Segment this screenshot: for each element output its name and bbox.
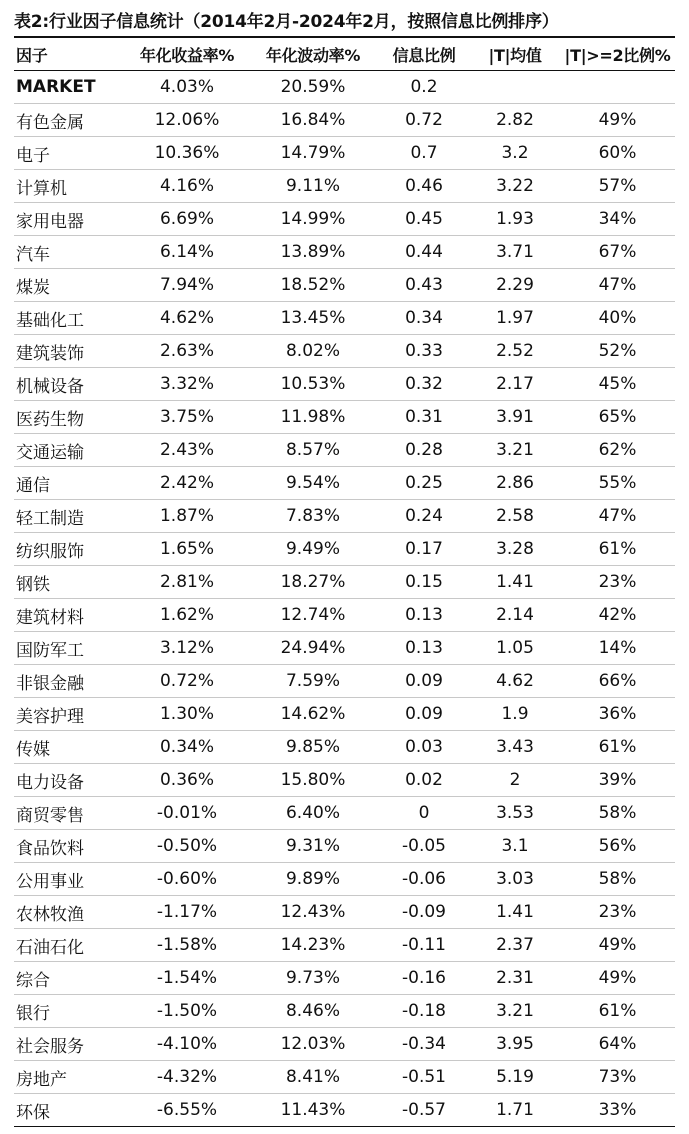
factor-name-cell: 医药生物 [14,401,126,434]
information-ratio-cell: 0.72 [378,104,470,137]
information-ratio-cell: 0.2 [378,71,470,104]
table-row [14,1028,675,1061]
table-row [14,236,675,269]
t-ge-2-ratio-cell: 65% [560,401,675,434]
annual-volatility-cell: 13.89% [248,236,378,269]
t-ge-2-ratio-cell: 49% [560,929,675,962]
factor-name-cell: 有色金属 [14,104,126,137]
factor-name-cell: 非银金融 [14,665,126,698]
factor-name-cell: 钢铁 [14,566,126,599]
factor-name-cell: 环保 [14,1094,126,1127]
table-row [14,1061,675,1094]
factor-name-cell: 美容护理 [14,698,126,731]
information-ratio-cell: 0.17 [378,533,470,566]
annual-volatility-cell: 9.31% [248,830,378,863]
table-row [14,962,675,995]
t-mean-cell: 2.29 [470,269,560,302]
t-mean-cell: 2.58 [470,500,560,533]
annual-return-cell: -0.50% [126,830,248,863]
t-ge-2-ratio-cell: 61% [560,995,675,1028]
annual-volatility-cell: 9.89% [248,863,378,896]
t-ge-2-ratio-cell: 47% [560,269,675,302]
annual-volatility-cell: 15.80% [248,764,378,797]
information-ratio-cell: 0.32 [378,368,470,401]
information-ratio-cell: -0.06 [378,863,470,896]
table-row [14,401,675,434]
annual-return-cell: -1.17% [126,896,248,929]
t-ge-2-ratio-cell: 64% [560,1028,675,1061]
information-ratio-cell: -0.18 [378,995,470,1028]
t-mean-cell: 3.03 [470,863,560,896]
annual-return-cell: 1.30% [126,698,248,731]
annual-return-cell: 2.43% [126,434,248,467]
information-ratio-cell: -0.34 [378,1028,470,1061]
t-ge-2-ratio-cell: 49% [560,962,675,995]
factor-name-cell: 银行 [14,995,126,1028]
factor-name-cell: 公用事业 [14,863,126,896]
factor-name-cell: 综合 [14,962,126,995]
t-mean-cell: 5.19 [470,1061,560,1094]
t-mean-cell: 3.71 [470,236,560,269]
table-row [14,335,675,368]
annual-return-cell: -0.01% [126,797,248,830]
table-row [14,995,675,1028]
factor-name-cell: 电力设备 [14,764,126,797]
factor-name-cell: 家用电器 [14,203,126,236]
annual-volatility-cell: 14.79% [248,137,378,170]
t-mean-cell: 3.28 [470,533,560,566]
factor-name-cell: 机械设备 [14,368,126,401]
table-row [14,203,675,236]
t-ge-2-ratio-cell: 49% [560,104,675,137]
t-ge-2-ratio-cell: 52% [560,335,675,368]
table-row [14,170,675,203]
t-mean-cell: 2.52 [470,335,560,368]
annual-return-cell: 0.72% [126,665,248,698]
table-row [14,533,675,566]
table-row [14,731,675,764]
annual-return-cell: 4.16% [126,170,248,203]
t-mean-cell: 3.95 [470,1028,560,1061]
t-ge-2-ratio-cell: 67% [560,236,675,269]
information-ratio-cell: 0.31 [378,401,470,434]
annual-return-cell: 3.75% [126,401,248,434]
t-mean-cell: 1.41 [470,896,560,929]
t-ge-2-ratio-cell: 66% [560,665,675,698]
annual-return-cell: 3.12% [126,632,248,665]
table-row [14,863,675,896]
table-row [14,830,675,863]
t-mean-cell: 3.21 [470,434,560,467]
factor-name-cell: 农林牧渔 [14,896,126,929]
annual-volatility-cell: 13.45% [248,302,378,335]
annual-volatility-cell: 9.85% [248,731,378,764]
annual-return-cell: 7.94% [126,269,248,302]
t-ge-2-ratio-cell: 58% [560,863,675,896]
annual-volatility-cell: 12.03% [248,1028,378,1061]
annual-volatility-cell: 14.23% [248,929,378,962]
annual-return-cell: 2.63% [126,335,248,368]
table-row [14,797,675,830]
t-ge-2-ratio-cell: 55% [560,467,675,500]
annual-volatility-cell: 18.52% [248,269,378,302]
annual-volatility-cell: 9.49% [248,533,378,566]
table-row [14,599,675,632]
factor-name-cell: 商贸零售 [14,797,126,830]
t-ge-2-ratio-cell: 14% [560,632,675,665]
annual-return-cell: 1.87% [126,500,248,533]
t-mean-cell: 2.17 [470,368,560,401]
factor-name-cell: 房地产 [14,1061,126,1094]
annual-return-cell: 3.32% [126,368,248,401]
t-ge-2-ratio-cell: 62% [560,434,675,467]
table-row [14,632,675,665]
factor-name-cell: 基础化工 [14,302,126,335]
t-ge-2-ratio-cell: 45% [560,368,675,401]
t-mean-cell: 3.22 [470,170,560,203]
t-mean-cell: 1.71 [470,1094,560,1127]
t-mean-cell: 1.05 [470,632,560,665]
information-ratio-cell: 0.24 [378,500,470,533]
annual-return-cell: -1.54% [126,962,248,995]
information-ratio-cell: 0.15 [378,566,470,599]
information-ratio-cell: 0.33 [378,335,470,368]
t-mean-cell: 2.31 [470,962,560,995]
table-row [14,896,675,929]
annual-return-cell: 1.65% [126,533,248,566]
t-ge-2-ratio-cell: 47% [560,500,675,533]
t-ge-2-ratio-cell: 42% [560,599,675,632]
table-row [14,1094,675,1127]
t-ge-2-ratio-cell: 57% [560,170,675,203]
annual-volatility-cell: 7.59% [248,665,378,698]
factor-name-cell: 煤炭 [14,269,126,302]
information-ratio-cell: 0.25 [378,467,470,500]
factor-name-cell: 食品饮料 [14,830,126,863]
table-row [14,137,675,170]
annual-return-cell: -4.32% [126,1061,248,1094]
table-row [14,269,675,302]
header-t-ge-2-ratio: |T|>=2比例% [560,37,675,71]
annual-volatility-cell: 10.53% [248,368,378,401]
factor-name-cell: 交通运输 [14,434,126,467]
t-mean-cell: 4.62 [470,665,560,698]
information-ratio-cell: 0.09 [378,698,470,731]
factor-name-cell: 纺织服饰 [14,533,126,566]
factor-name-cell: 电子 [14,137,126,170]
annual-return-cell: -1.50% [126,995,248,1028]
t-mean-cell: 2.14 [470,599,560,632]
t-ge-2-ratio-cell: 23% [560,896,675,929]
table-row [14,665,675,698]
t-mean-cell [470,71,560,104]
table-row [14,71,675,104]
factor-name-cell: 建筑装饰 [14,335,126,368]
t-ge-2-ratio-cell [560,71,675,104]
information-ratio-cell: -0.11 [378,929,470,962]
annual-return-cell: 2.42% [126,467,248,500]
header-row [14,37,675,71]
t-ge-2-ratio-cell: 56% [560,830,675,863]
information-ratio-cell: 0.45 [378,203,470,236]
table-row [14,467,675,500]
table-title: 表2:行业因子信息统计（2014年2月-2024年2月，按照信息比例排序） [14,12,559,32]
information-ratio-cell: 0.13 [378,599,470,632]
table-body [14,71,675,1127]
annual-volatility-cell: 16.84% [248,104,378,137]
information-ratio-cell: 0.46 [378,170,470,203]
table-row [14,302,675,335]
information-ratio-cell: -0.16 [378,962,470,995]
annual-return-cell: 6.69% [126,203,248,236]
annual-return-cell: 4.62% [126,302,248,335]
header-t-mean: |T|均值 [470,37,560,71]
annual-return-cell: 10.36% [126,137,248,170]
information-ratio-cell: 0.44 [378,236,470,269]
information-ratio-cell: -0.57 [378,1094,470,1127]
table-row [14,500,675,533]
t-mean-cell: 3.43 [470,731,560,764]
annual-volatility-cell: 11.43% [248,1094,378,1127]
annual-return-cell: 2.81% [126,566,248,599]
t-mean-cell: 3.21 [470,995,560,1028]
annual-volatility-cell: 9.54% [248,467,378,500]
factor-name-cell: MARKET [14,71,126,104]
annual-return-cell: 6.14% [126,236,248,269]
information-ratio-cell: 0.02 [378,764,470,797]
table-row [14,764,675,797]
header-annual-return: 年化收益率% [126,37,248,71]
annual-volatility-cell: 9.11% [248,170,378,203]
information-ratio-cell: -0.09 [378,896,470,929]
annual-volatility-cell: 8.41% [248,1061,378,1094]
t-mean-cell: 3.1 [470,830,560,863]
annual-volatility-cell: 12.74% [248,599,378,632]
t-ge-2-ratio-cell: 39% [560,764,675,797]
t-ge-2-ratio-cell: 34% [560,203,675,236]
annual-return-cell: 12.06% [126,104,248,137]
table-row [14,566,675,599]
header-factor: 因子 [14,37,126,71]
annual-volatility-cell: 8.57% [248,434,378,467]
header-annual-volatility: 年化波动率% [248,37,378,71]
t-mean-cell: 3.2 [470,137,560,170]
t-ge-2-ratio-cell: 61% [560,731,675,764]
factor-statistics-table [14,36,675,1127]
t-mean-cell: 1.41 [470,566,560,599]
t-mean-cell: 2.37 [470,929,560,962]
information-ratio-cell: 0.7 [378,137,470,170]
factor-name-cell: 国防军工 [14,632,126,665]
t-ge-2-ratio-cell: 36% [560,698,675,731]
information-ratio-cell: 0.13 [378,632,470,665]
t-mean-cell: 2.86 [470,467,560,500]
table-row [14,104,675,137]
t-mean-cell: 1.97 [470,302,560,335]
factor-name-cell: 传媒 [14,731,126,764]
annual-return-cell: 4.03% [126,71,248,104]
annual-volatility-cell: 20.59% [248,71,378,104]
table-row [14,434,675,467]
factor-name-cell: 通信 [14,467,126,500]
information-ratio-cell: -0.51 [378,1061,470,1094]
table-row [14,698,675,731]
annual-return-cell: -6.55% [126,1094,248,1127]
factor-name-cell: 社会服务 [14,1028,126,1061]
header-information-ratio: 信息比例 [378,37,470,71]
information-ratio-cell: 0.28 [378,434,470,467]
t-ge-2-ratio-cell: 58% [560,797,675,830]
annual-return-cell: -4.10% [126,1028,248,1061]
annual-return-cell: 0.34% [126,731,248,764]
annual-return-cell: -1.58% [126,929,248,962]
t-mean-cell: 1.93 [470,203,560,236]
annual-return-cell: 1.62% [126,599,248,632]
t-ge-2-ratio-cell: 61% [560,533,675,566]
annual-volatility-cell: 11.98% [248,401,378,434]
t-ge-2-ratio-cell: 60% [560,137,675,170]
annual-volatility-cell: 14.99% [248,203,378,236]
annual-return-cell: 0.36% [126,764,248,797]
t-ge-2-ratio-cell: 23% [560,566,675,599]
t-mean-cell: 3.53 [470,797,560,830]
annual-volatility-cell: 18.27% [248,566,378,599]
annual-volatility-cell: 12.43% [248,896,378,929]
annual-volatility-cell: 24.94% [248,632,378,665]
table-row [14,368,675,401]
factor-name-cell: 石油石化 [14,929,126,962]
factor-name-cell: 计算机 [14,170,126,203]
information-ratio-cell: 0.03 [378,731,470,764]
annual-return-cell: -0.60% [126,863,248,896]
factor-name-cell: 轻工制造 [14,500,126,533]
information-ratio-cell: 0.09 [378,665,470,698]
t-mean-cell: 1.9 [470,698,560,731]
information-ratio-cell: -0.05 [378,830,470,863]
annual-volatility-cell: 14.62% [248,698,378,731]
annual-volatility-cell: 8.46% [248,995,378,1028]
factor-name-cell: 建筑材料 [14,599,126,632]
t-mean-cell: 2 [470,764,560,797]
t-mean-cell: 2.82 [470,104,560,137]
annual-volatility-cell: 8.02% [248,335,378,368]
annual-volatility-cell: 7.83% [248,500,378,533]
t-mean-cell: 3.91 [470,401,560,434]
information-ratio-cell: 0.34 [378,302,470,335]
t-ge-2-ratio-cell: 73% [560,1061,675,1094]
annual-volatility-cell: 9.73% [248,962,378,995]
information-ratio-cell: 0.43 [378,269,470,302]
factor-name-cell: 汽车 [14,236,126,269]
t-ge-2-ratio-cell: 33% [560,1094,675,1127]
information-ratio-cell: 0 [378,797,470,830]
t-ge-2-ratio-cell: 40% [560,302,675,335]
table-row [14,929,675,962]
annual-volatility-cell: 6.40% [248,797,378,830]
